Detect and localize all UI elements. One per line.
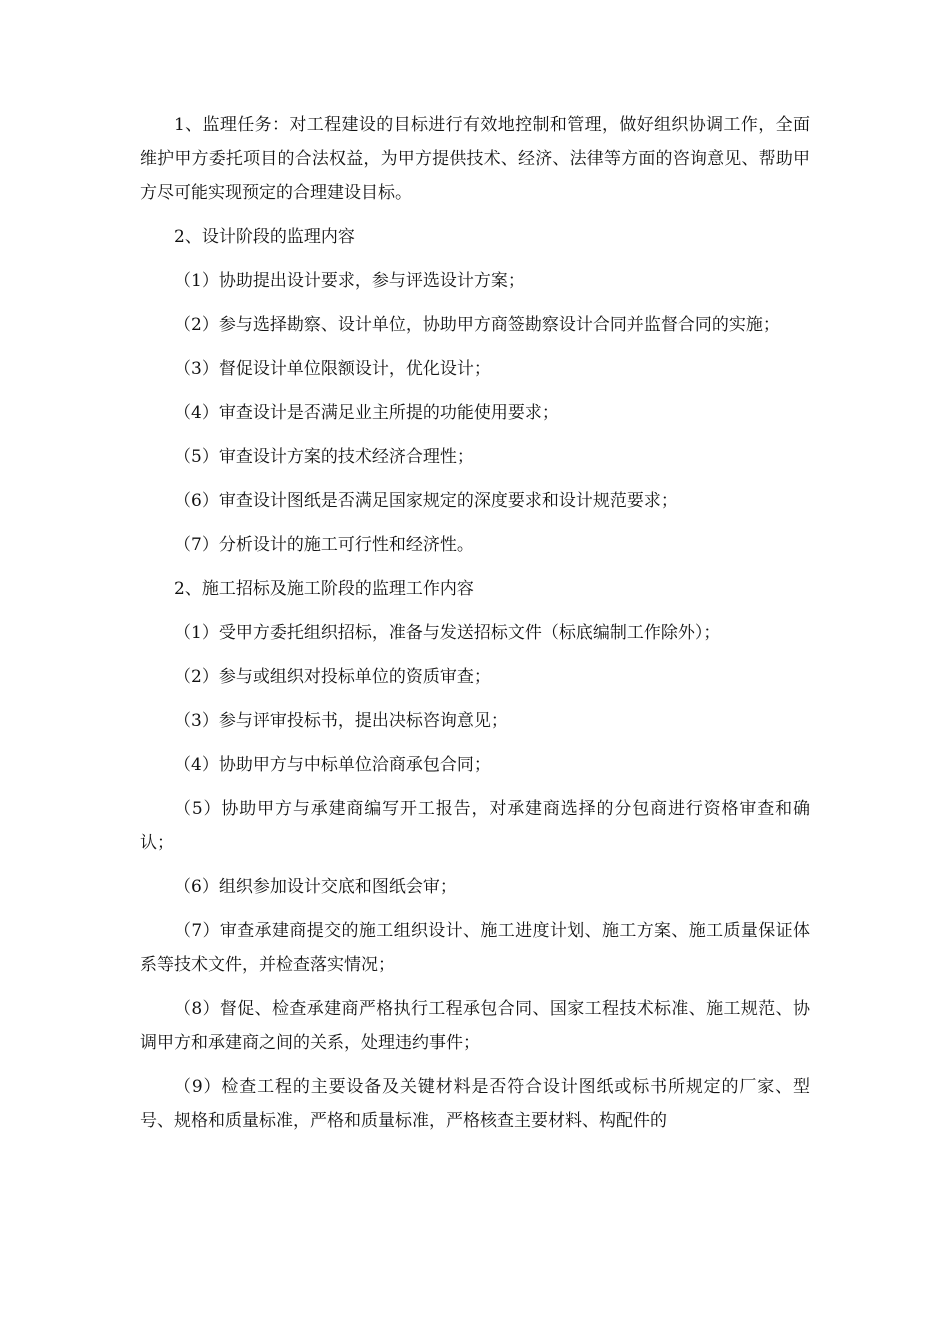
- list-item: （7）分析设计的施工可行性和经济性。: [174, 535, 474, 555]
- list-item: （5）协助甲方与承建商编写开工报告，对承建商选择的分包商进行资格审查和确认；: [140, 799, 810, 853]
- heading-construction-stage: 2、施工招标及施工阶段的监理工作内容: [174, 579, 474, 599]
- list-item: （4）协助甲方与中标单位洽商承包合同；: [174, 755, 491, 775]
- list-item: （1）协助提出设计要求，参与评选设计方案；: [174, 271, 525, 291]
- list-item: （3）督促设计单位限额设计，优化设计；: [174, 359, 491, 379]
- list-item: （7）审查承建商提交的施工组织设计、施工进度计划、施工方案、施工质量保证体系等技术文件，并检查落实情况；: [140, 921, 810, 975]
- list-item: （8）督促、检查承建商严格执行工程承包合同、国家工程技术标准、施工规范、协调甲方和承建商之间的关系，处理违约事件；: [140, 999, 810, 1053]
- list-item: （9）检查工程的主要设备及关键材料是否符合设计图纸或标书所规定的厂家、型号、规格和质量标准，严格和质量标准，严格核查主要材料、构配件的: [140, 1077, 810, 1131]
- list-item: （5）审查设计方案的技术经济合理性；: [174, 447, 474, 467]
- heading-design-stage: 2、设计阶段的监理内容: [174, 227, 355, 247]
- document-body: [140, 108, 810, 1148]
- list-item: （6）组织参加设计交底和图纸会审；: [174, 877, 457, 897]
- list-item: （1）受甲方委托组织招标，准备与发送招标文件（标底编制工作除外）；: [174, 623, 721, 643]
- list-item: （4）审查设计是否满足业主所提的功能使用要求；: [174, 403, 559, 423]
- list-item: （2）参与或组织对投标单位的资质审查；: [174, 667, 491, 687]
- list-item: （3）参与评审投标书，提出决标咨询意见；: [174, 711, 508, 731]
- list-item: （2）参与选择勘察、设计单位，协助甲方商签勘察设计合同并监督合同的实施；: [174, 315, 780, 335]
- list-item: （6）审查设计图纸是否满足国家规定的深度要求和设计规范要求；: [174, 491, 678, 511]
- paragraph-supervision-task: 1、监理任务：对工程建设的目标进行有效地控制和管理，做好组织协调工作，全面维护甲方委托项目的合法权益，为甲方提供技术、经济、法律等方面的咨询意见、帮助甲方尽可能实现预定的合理建设目标。: [140, 115, 810, 203]
